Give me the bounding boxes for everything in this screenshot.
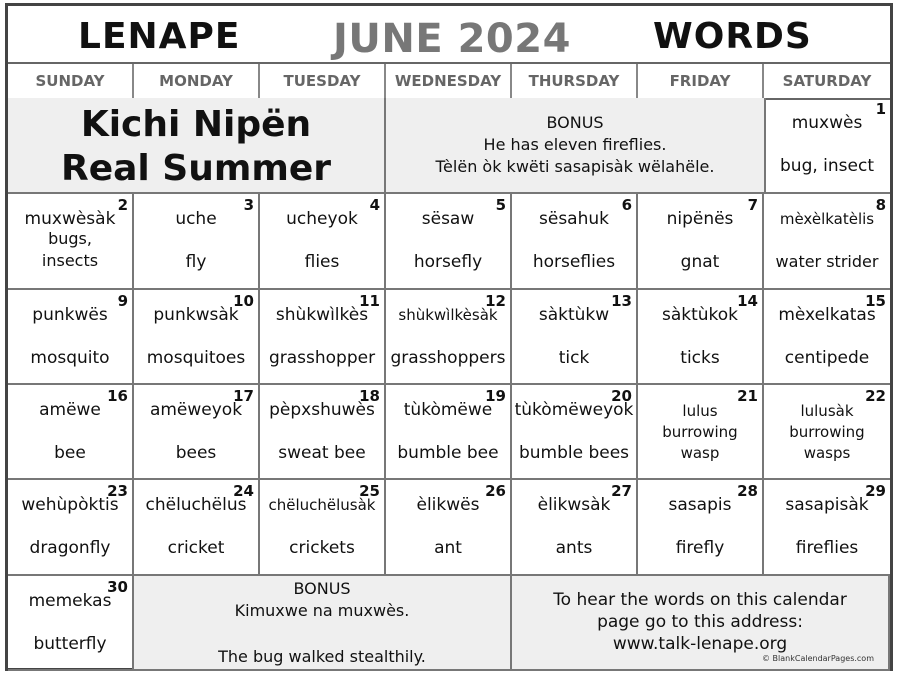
info-url[interactable]: www.talk-lenape.org <box>612 634 788 654</box>
day-number: 15 <box>865 292 886 310</box>
lenape-word: mèxèlkatèlis <box>779 210 875 228</box>
lenape-word: èlikwsàk <box>537 495 611 515</box>
lenape-word: lulus burrowing wasp <box>662 402 738 462</box>
bonus-lenape: Tèlën òk kwëti sasapisàk wëlahële. <box>435 157 715 176</box>
day-number: 21 <box>737 387 758 405</box>
english-translation: mosquito <box>30 348 110 368</box>
lenape-word: chëluchëlus <box>145 495 247 515</box>
day-cell-8 <box>764 194 890 290</box>
lenape-word: tùkòmëwe <box>403 400 493 420</box>
day-cell-5 <box>386 194 512 290</box>
header-month-year: JUNE 2024 <box>333 16 571 62</box>
english-translation: water strider <box>775 252 879 271</box>
english-translation: bumble bees <box>518 443 630 463</box>
english-translation: fly <box>185 252 207 272</box>
lenape-word: punkwës <box>32 305 108 325</box>
day-cell-26 <box>386 480 512 576</box>
day-cell-21 <box>638 385 764 480</box>
english-translation: firefly <box>675 538 725 558</box>
day-cell-30 <box>8 576 134 671</box>
lenape-word: shùkwìlkèsàk <box>398 306 498 324</box>
weekday-thursday: THURSDAY <box>512 64 638 98</box>
english-translation: ants <box>555 538 593 558</box>
day-cell-10 <box>134 290 260 385</box>
day-cell-15 <box>764 290 890 385</box>
lenape-word: ucheyok <box>286 209 358 229</box>
header-lenape: LENAPE <box>78 16 241 57</box>
weekday-saturday: SATURDAY <box>782 72 872 90</box>
day-number: 6 <box>621 196 632 214</box>
day-number: 28 <box>737 482 758 500</box>
english-translation: sweat bee <box>278 443 366 463</box>
english-translation: horseflies <box>532 252 616 272</box>
day-cell-25 <box>260 480 386 576</box>
day-number: 3 <box>243 196 254 214</box>
bonus2-english: The bug walked stealthily. <box>218 647 426 666</box>
header-words: WORDS <box>653 16 812 57</box>
lenape-word: mèxelkatas <box>778 305 876 325</box>
title-english: Real Summer <box>60 148 332 189</box>
day-number: 2 <box>117 196 128 214</box>
day-cell-11 <box>260 290 386 385</box>
day-number: 11 <box>359 292 380 310</box>
day-cell-23 <box>8 480 134 576</box>
lenape-word: lulusàk burrowing wasps <box>789 402 865 462</box>
title-lenape: Kichi Nipën <box>80 104 312 145</box>
day-cell-12 <box>386 290 512 385</box>
lenape-word: amëweyok <box>149 400 243 420</box>
lenape-word: sasapisàk <box>785 495 869 515</box>
english-translation: ticks <box>680 348 720 368</box>
day-number: 10 <box>233 292 254 310</box>
day-number: 20 <box>611 387 632 405</box>
day-number: 4 <box>369 196 380 214</box>
day-number: 8 <box>875 196 886 214</box>
credit-text: © BlankCalendarPages.com <box>762 654 874 663</box>
day-cell-14 <box>638 290 764 385</box>
bonus-label: BONUS <box>546 113 604 132</box>
day-number: 17 <box>233 387 254 405</box>
day-cell-24 <box>134 480 260 576</box>
day-cell-7 <box>638 194 764 290</box>
lenape-word: èlikwës <box>416 495 480 515</box>
day-number: 7 <box>747 196 758 214</box>
day-cell-28 <box>638 480 764 576</box>
day-cell-3 <box>134 194 260 290</box>
day-number: 19 <box>485 387 506 405</box>
day-number: 24 <box>233 482 254 500</box>
day-cell-4 <box>260 194 386 290</box>
weekday-wednesday: WEDNESDAY <box>386 64 512 98</box>
day-number: 13 <box>611 292 632 310</box>
english-translation: butterfly <box>33 634 107 654</box>
day-number: 16 <box>107 387 128 405</box>
day-number: 12 <box>485 292 506 310</box>
day-number: 22 <box>865 387 886 405</box>
english-translation: horsefly <box>413 252 483 272</box>
day-number: 26 <box>485 482 506 500</box>
english-translation: flies <box>304 252 340 272</box>
weekday-tuesday: TUESDAY <box>260 64 386 98</box>
lenape-word: muxwèsàk <box>24 209 116 229</box>
english-translation: grasshoppers <box>390 348 506 368</box>
bonus-english: He has eleven fireflies. <box>483 135 667 154</box>
info-cell <box>512 576 890 671</box>
bonus2-label: BONUS <box>293 579 351 598</box>
lenape-word: sësaw <box>421 209 475 229</box>
day-number: 14 <box>737 292 758 310</box>
weekday-friday: FRIDAY <box>638 64 764 98</box>
bonus-cell-bottom <box>134 576 512 671</box>
lenape-word: sàktùkok <box>661 305 739 325</box>
info-line1: To hear the words on this calendar <box>553 590 847 610</box>
bonus-cell-top <box>386 98 766 194</box>
weekday-sunday: SUNDAY <box>8 64 134 98</box>
lenape-word: uche <box>175 209 217 229</box>
lenape-word: pèpxshuwès <box>269 400 375 420</box>
day-cell-2 <box>8 194 134 290</box>
day-number: 29 <box>865 482 886 500</box>
day-cell-22 <box>764 385 890 480</box>
lenape-word: nipënës <box>666 209 734 229</box>
english-translation: crickets <box>289 538 355 558</box>
day-cell-18 <box>260 385 386 480</box>
english-translation: bees <box>175 443 217 463</box>
day-number: 18 <box>359 387 380 405</box>
english-translation: grasshopper <box>268 348 376 368</box>
english-translation: bee <box>54 443 86 463</box>
day-cell-29 <box>764 480 890 576</box>
english-translation: tick <box>558 348 590 368</box>
day-cell-27 <box>512 480 638 576</box>
title-cell <box>8 98 386 194</box>
day-cell-20 <box>512 385 638 480</box>
lenape-word: wehùpòktis <box>21 495 119 515</box>
lenape-word: memekas <box>28 591 112 611</box>
day-cell-6 <box>512 194 638 290</box>
day-number: 1 <box>875 100 886 118</box>
day-number: 25 <box>359 482 380 500</box>
lenape-word: muxwès <box>791 113 863 133</box>
english-translation: bugs, insects <box>41 229 99 270</box>
lenape-word: sësahuk <box>539 209 609 229</box>
day-number: 27 <box>611 482 632 500</box>
english-translation: dragonfly <box>29 538 111 558</box>
english-translation: bumble bee <box>397 443 499 463</box>
english-translation: mosquitoes <box>146 348 246 368</box>
day-number: 23 <box>107 482 128 500</box>
english-translation: bug, insect <box>780 156 874 176</box>
english-translation: centipede <box>784 348 870 368</box>
day-number: 30 <box>107 578 128 596</box>
day-number: 5 <box>495 196 506 214</box>
calendar-header <box>8 6 890 64</box>
day-cell-13 <box>512 290 638 385</box>
day-cell-17 <box>134 385 260 480</box>
day-cell-1 <box>764 98 890 194</box>
lenape-word: tùkòmëweyok <box>514 400 634 420</box>
lenape-word: amëwe <box>39 400 101 420</box>
bonus2-lenape: Kimuxwe na muxwès. <box>234 601 410 620</box>
english-translation: cricket <box>167 538 225 558</box>
english-translation: gnat <box>680 252 720 272</box>
lenape-word: shùkwìlkès <box>275 305 369 325</box>
lenape-word: sàktùkw <box>538 305 610 325</box>
lenape-word: sasapis <box>668 495 732 515</box>
english-translation: fireflies <box>795 538 859 558</box>
lenape-word: punkwsàk <box>153 305 239 325</box>
weekday-monday: MONDAY <box>134 64 260 98</box>
lenape-word: chëluchëlusàk <box>268 496 376 514</box>
day-cell-16 <box>8 385 134 480</box>
english-translation: ant <box>434 538 462 558</box>
day-cell-19 <box>386 385 512 480</box>
day-number: 9 <box>117 292 128 310</box>
day-cell-9 <box>8 290 134 385</box>
info-line2: page go to this address: <box>597 612 803 632</box>
